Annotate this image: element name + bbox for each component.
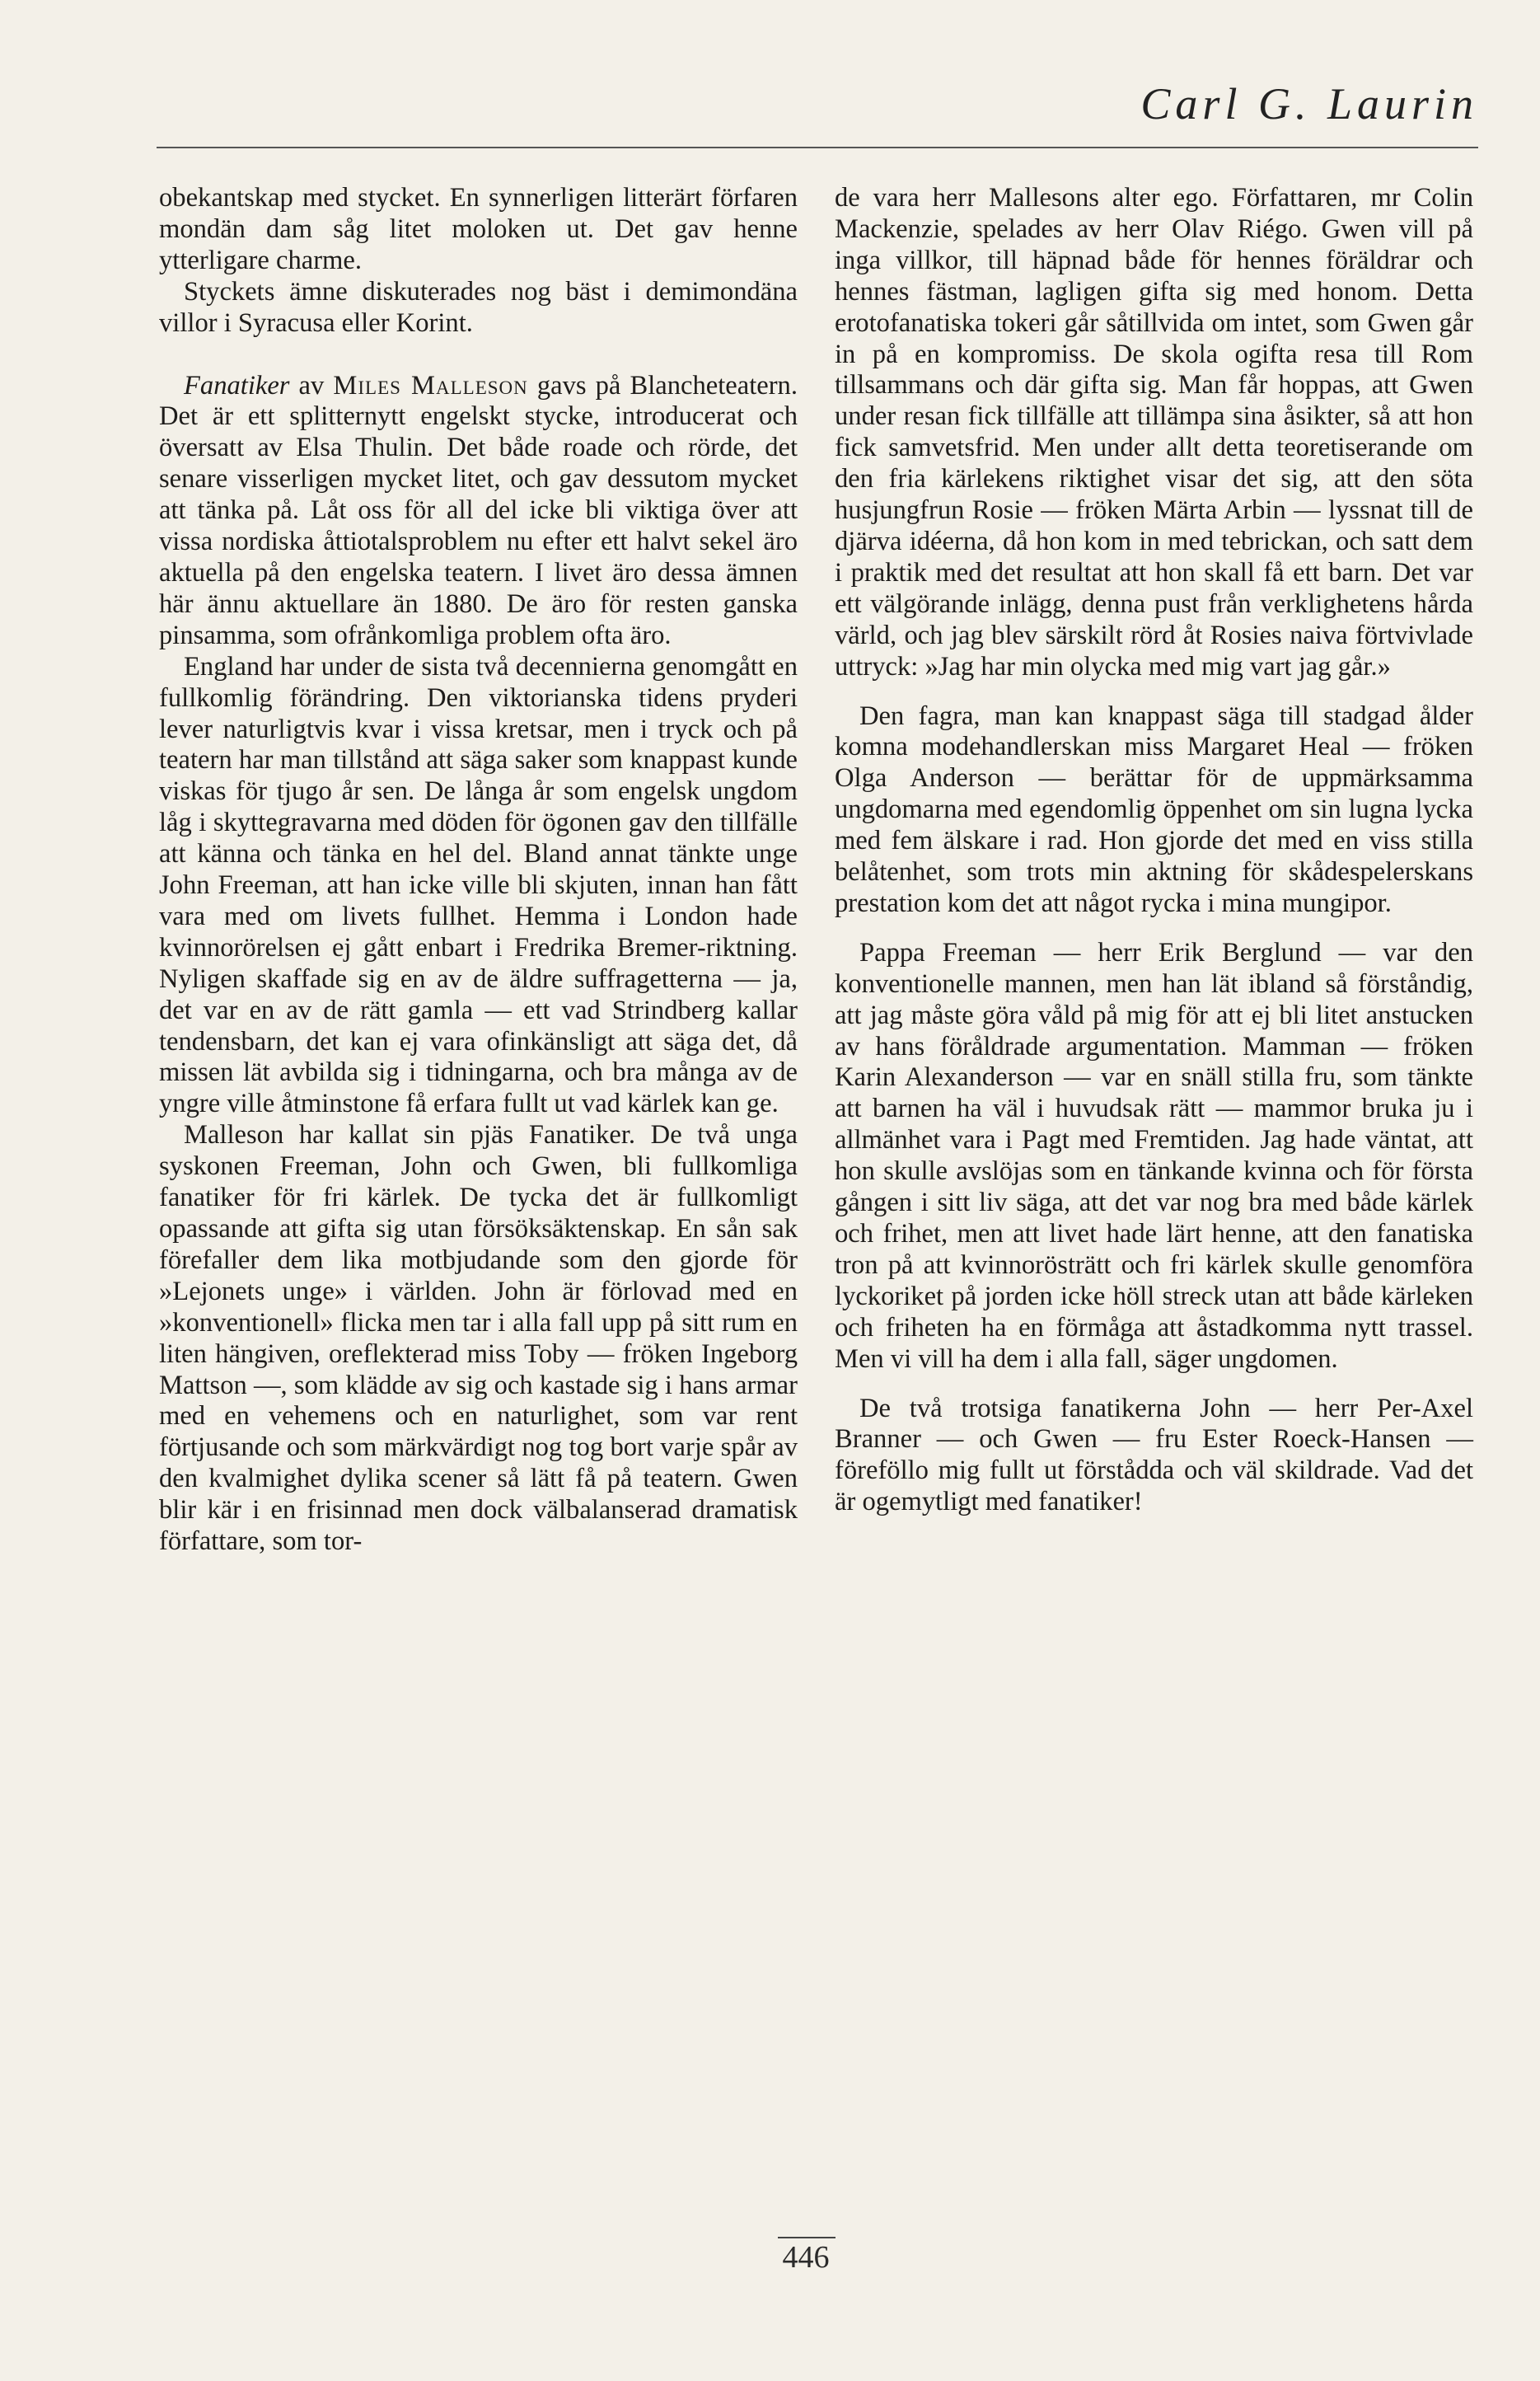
left-paragraph-3 <box>159 371 798 652</box>
play-title: Fanatiker <box>184 370 290 401</box>
page-number: 446 <box>782 2240 830 2275</box>
right-paragraph-1: de vara herr Mallesons alter ego. Författaren, mr Colin Mackenzie, spelades av herr Olav Riégo. Gwen vill på inga villkor, till häpnad både för hennes föräldrar och hennes fästman, lagligen gifta sig med honom. Detta erotofanatiska tokeri går såtillvida om intet, som Gwen går in på en kompromiss. De skola ogifta resa till Rom tillsammans och där gifta sig. Man får hoppas, att Gwen under resan fick tillfälle att tillämpa sina åsikter, så att hon fick samvetsfrid. Men under allt detta teoretiserande om den fria kärlekens riktighet visar det sig, att den söta husjungfrun Rosie — fröken Märta Arbin — lyssnat till de djärva idéerna, då hon kom in med tebrickan, och satt dem i praktik med det resultat att hon skall få ett barn. Det var ett välgörande inlägg, denna pust från verklighetens hårda värld, och jag blev särskilt rörd åt Rosies naiva förtvivlade uttryck: »Jag har min olycka med mig vart jag går.» <box>835 183 1473 682</box>
right-paragraph-4: De två trotsiga fanatikerna John — herr Per-Axel Branner — och Gwen — fru Ester Roeck-Hansen — föreföllo mig fullt ut förstådda och väl skildrade. Vad det är ogemytligt med fanatiker! <box>835 1393 1473 1517</box>
author-prefix: av <box>289 370 334 401</box>
left-paragraph-3-text: gavs på Blancheteatern. Det är ett splitternytt engelskt stycke, introducerat och översatt av Elsa Thulin. Det både roade och rörde, det senare visserligen mycket litet, och gav dessutom mycket att tänka på. Låt oss för all del icke bli viktiga över att vissa nordiska åttiotalsproblem nu efter ett halvt sekel äro aktuella på den engelska teatern. I livet äro dessa ämnen här ännu aktuellare än 1880. De äro för resten ganska pinsamma, som ofrånkomliga problem ofta äro. <box>159 370 798 650</box>
right-paragraph-3: Pappa Freeman — herr Erik Berglund — var den konventionelle mannen, men han lät ibland så förståndig, att jag måste göra våld på mig för att ej bli litet anstucken av hans föråldrade argumentation. Mamman — fröken Karin Alexanderson — var en snäll stilla fru, som tänkte att barnen ha väl i huvudsak rätt — mammor bruka ju i allmänhet vara i Pagt med Fremtiden. Jag hade väntat, att hon skulle avslöjas som en tänkande kvinna och för första gången i sitt liv säga, att det var nog bra med både kärlek och frihet, men att livet hade lärt henne, att den fanatiska tron på att kvinnorösträtt och fri kärlek skulle genomföra lyckoriket på jorden icke höll streck utan att både kärleken och friheten ha en förmåga att åstadkomma nytt trassel. Men vi vill ha dem i alla fall, säger ungdomen. <box>835 937 1473 1374</box>
left-paragraph-5: Malleson har kallat sin pjäs Fanatiker. De två unga syskonen Freeman, John och Gwen, bli fullkomliga fanatiker för fri kärlek. De tycka det är fullkomligt opassande att gifta sig utan försöksäktenskap. En sån sak förefaller dem lika motbjudande som den gjorde för »Lejonets unge» i världen. John är förlovad med en »konventionell» flicka men tar i alla fall upp på sitt rum en liten hängiven, oreflekterad miss Toby — fröken Ingeborg Mattson —, som klädde av sig och kastade sig i hans armar med en vehemens och en naturlighet, som var rent förtjusande och som märkvärdigt nog tog bort varje spår av den kvalmighet dylika scener så lätt få på teatern. Gwen blir kär i en frisinnad men dock välbalanserad dramatisk författare, som tor- <box>159 1120 798 1557</box>
left-paragraph-2: Styckets ämne diskuterades nog bäst i demimondäna villor i Syracusa eller Korint. <box>159 276 798 338</box>
left-paragraph-1: obekantskap med stycket. En synnerligen litterärt förfaren mondän dam såg litet moloken ut. Det gav henne ytterligare charme. <box>159 183 798 275</box>
right-column <box>835 183 1473 1518</box>
header-rule <box>157 147 1478 148</box>
left-paragraph-4: England har under de sista två decennierna genomgått en fullkomlig förändring. Den viktorianska tidens pryderi lever naturligtvis kvar i vissa kretsar, men i tryck och på teatern har man tillstånd att säga saker som knappast kunde viskas för tjugo år sen. De långa år som engelsk ungdom låg i skyttegravarna med döden för ögonen gav den tillfälle att känna och tänka en hel del. Bland annat tänkte unge John Freeman, att han icke ville bli skjuten, innan han fått vara med om livets fullhet. Hemma i London hade kvinnorörelsen ej gått enbart i Fredrika Bremer-riktning. Nyligen skaffade sig en av de äldre suffragetterna — ja, det var en av de rätt gamla — ett vad Strindberg kallar tendensbarn, det kan ej vara ofinkänsligt att säga det, då missen lät avbilda sig i tidningarna, och bra många av de yngre ville åtminstone få erfara fullt ut vad kärlek kan ge. <box>159 651 798 1119</box>
page-number-rule <box>778 2237 836 2238</box>
author-name: Miles Malleson <box>333 370 528 401</box>
left-column <box>159 183 798 1558</box>
running-head: Carl G. Laurin <box>1140 79 1478 129</box>
right-paragraph-2: Den fagra, man kan knappast säga till stadgad ålder komna modehandlerskan miss Margaret Heal — fröken Olga Anderson — berättar för de uppmärksamma ungdomarna med egendomlig öppenhet om sin lugna lycka med fem älskare i rad. Hon gjorde det med en viss stilla belåtenhet, som trots min aktning för skådespelerskans prestation kom det att något rycka i mina mungipor. <box>835 701 1473 918</box>
